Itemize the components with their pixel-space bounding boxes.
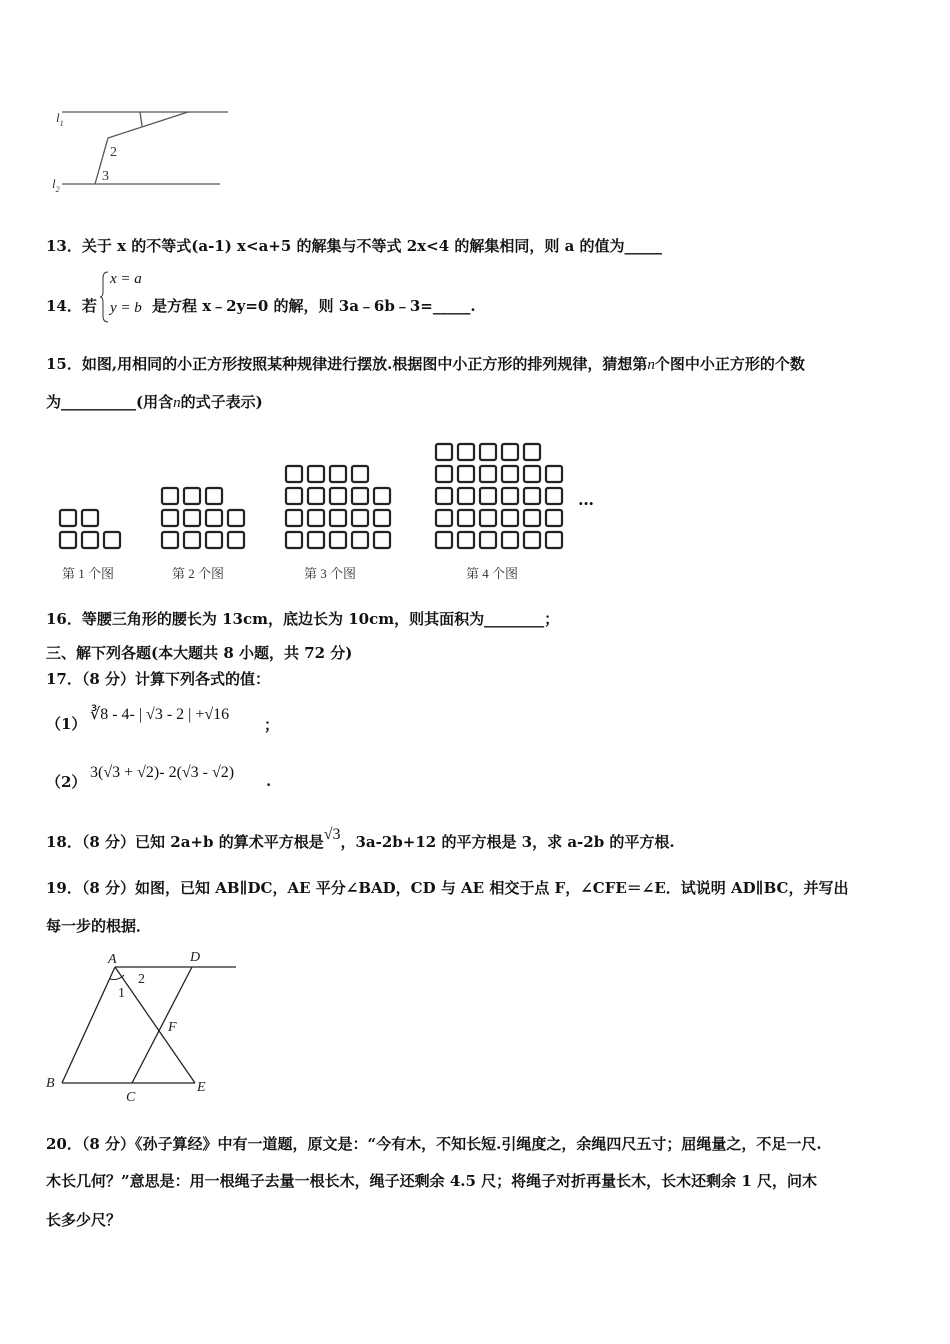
equation-x: x = a [110,271,142,287]
small-square [546,488,562,504]
small-square [286,488,302,504]
question-17-part1-expression: ∛8 - 4- | √3 - 2 | +√16 [90,706,230,723]
question-17-part2-end: . [266,772,272,790]
equation-y: y = b [110,300,142,316]
question-15-line1: 15．如图,用相同的小正方形按照某种规律进行摆放.根据图中小正方形的排列规律，猜想第n个图中小正方形的个数 [46,355,805,373]
small-square [524,532,540,548]
small-square [206,488,222,504]
small-square [480,488,496,504]
small-square [352,510,368,526]
small-square [374,510,390,526]
small-square [330,488,346,504]
small-square [352,466,368,482]
small-square [228,532,244,548]
label-1: 1 [118,986,125,1001]
variable-n: n [647,357,655,373]
small-square [524,488,540,504]
small-square [162,532,178,548]
small-square [458,510,474,526]
small-square [524,444,540,460]
small-square [352,488,368,504]
small-square [308,466,324,482]
question-13: 13．关于 x 的不等式(a-1) x<a+5 的解集与不等式 2x<4 的解集相同，则 a 的值为_____ [46,237,663,255]
caption-figure-4: 第 4 个图 [466,566,519,581]
question-17: 17．（8 分）计算下列各式的值： [46,670,271,688]
angle-arc [110,975,124,980]
small-square [206,510,222,526]
small-square [480,444,496,460]
small-square [436,532,452,548]
label-B: B [46,1076,55,1091]
small-square [104,532,120,548]
small-square [374,488,390,504]
small-square [60,532,76,548]
question-19-line1: 19．（8 分）如图，已知 AB∥DC，AE 平分∠BAD，CD 与 AE 相交于点 F，∠CFE＝∠E．试说明 AD∥BC，并写出 [46,879,849,897]
variable-n: n [173,395,181,411]
squares-pattern-figure [40,430,620,560]
small-square [546,510,562,526]
small-square [228,510,244,526]
label-D: D [190,950,201,965]
angle-2-label: 2 [110,145,117,160]
question-17-part2-expression: 3(√3 + √2)- 2(√3 - √2) [90,764,235,781]
question-17-part1-end: ； [264,716,280,734]
small-square [82,532,98,548]
small-square [436,444,452,460]
question-15-line2: 为__________(用含n的式子表示) [46,393,263,411]
angle-3-label: 3 [102,169,109,184]
small-square [502,444,518,460]
small-square [480,510,496,526]
small-square [480,466,496,482]
geometry-figure [40,945,250,1105]
question-20-line3: 长多少尺？ [46,1211,122,1229]
small-square [524,510,540,526]
question-17-part1-label: （1） [46,715,87,733]
label-A: A [108,952,117,967]
small-square [206,532,222,548]
small-square [330,510,346,526]
small-square [308,532,324,548]
ruler-tick [140,112,142,126]
small-square [162,488,178,504]
small-square [502,510,518,526]
small-square [374,532,390,548]
small-square [184,510,200,526]
question-18: 18．（8 分）已知 2a+b 的算术平方根是√3，3a-2b+12 的平方根是 3，求 a-2b 的平方根. [46,826,675,851]
small-square [502,488,518,504]
small-square [286,532,302,548]
parallel-lines-figure [40,100,240,200]
caption-figure-1: 第 1 个图 [62,566,115,581]
small-square [524,466,540,482]
small-square [546,466,562,482]
question-20-line2: 木长几何？”意思是：用一根绳子去量一根长木，绳子还剩余 4.5 尺；将绳子对折再量长木，长木还剩余 1 尺，问木 [46,1172,818,1190]
small-square [330,532,346,548]
small-square [184,488,200,504]
small-square [436,488,452,504]
label-2: 2 [138,972,145,987]
small-square [184,532,200,548]
label-F: F [168,1020,177,1035]
question-14-suffix: 是方程 x﹣2y=0 的解，则 3a﹣6b﹣3=_____. [152,297,476,315]
section-3-heading: 三、解下列各题(本大题共 8 小题，共 72 分) [46,644,353,662]
left-brace-icon [100,270,110,324]
label-E: E [197,1080,206,1095]
small-square [480,532,496,548]
small-square [458,444,474,460]
caption-figure-2: 第 2 个图 [172,566,225,581]
label-C: C [126,1090,136,1105]
label-l2: $l_2$ [52,176,60,194]
small-square [330,466,346,482]
small-square [502,532,518,548]
question-16: 16．等腰三角形的腰长为 13cm，底边长为 10cm，则其面积为________； [46,610,560,628]
small-square [162,510,178,526]
small-square [82,510,98,526]
sqrt-3: √3 [323,826,341,843]
label-l1: $l_1$ [56,110,64,128]
caption-figure-3: 第 3 个图 [304,566,357,581]
small-square [308,488,324,504]
equation-system [100,270,152,324]
small-square [502,466,518,482]
question-19-line2: 每一步的根据． [46,917,152,935]
ellipsis: … [578,490,594,509]
small-square [546,532,562,548]
line-AB [62,967,115,1083]
small-square [308,510,324,526]
small-square [436,466,452,482]
question-14-prefix: 14．若 [46,297,97,315]
small-square [60,510,76,526]
small-square [458,466,474,482]
small-square [458,532,474,548]
question-20-line1: 20．（8 分）《孙子算经》中有一道题，原文是：“今有木，不知长短.引绳度之，余绳四尺五寸；屈绳量之，不足一尺. [46,1135,822,1153]
small-square [286,466,302,482]
small-square [458,488,474,504]
small-square [286,510,302,526]
question-17-part2-label: （2） [46,773,87,791]
small-square [436,510,452,526]
small-square [352,532,368,548]
